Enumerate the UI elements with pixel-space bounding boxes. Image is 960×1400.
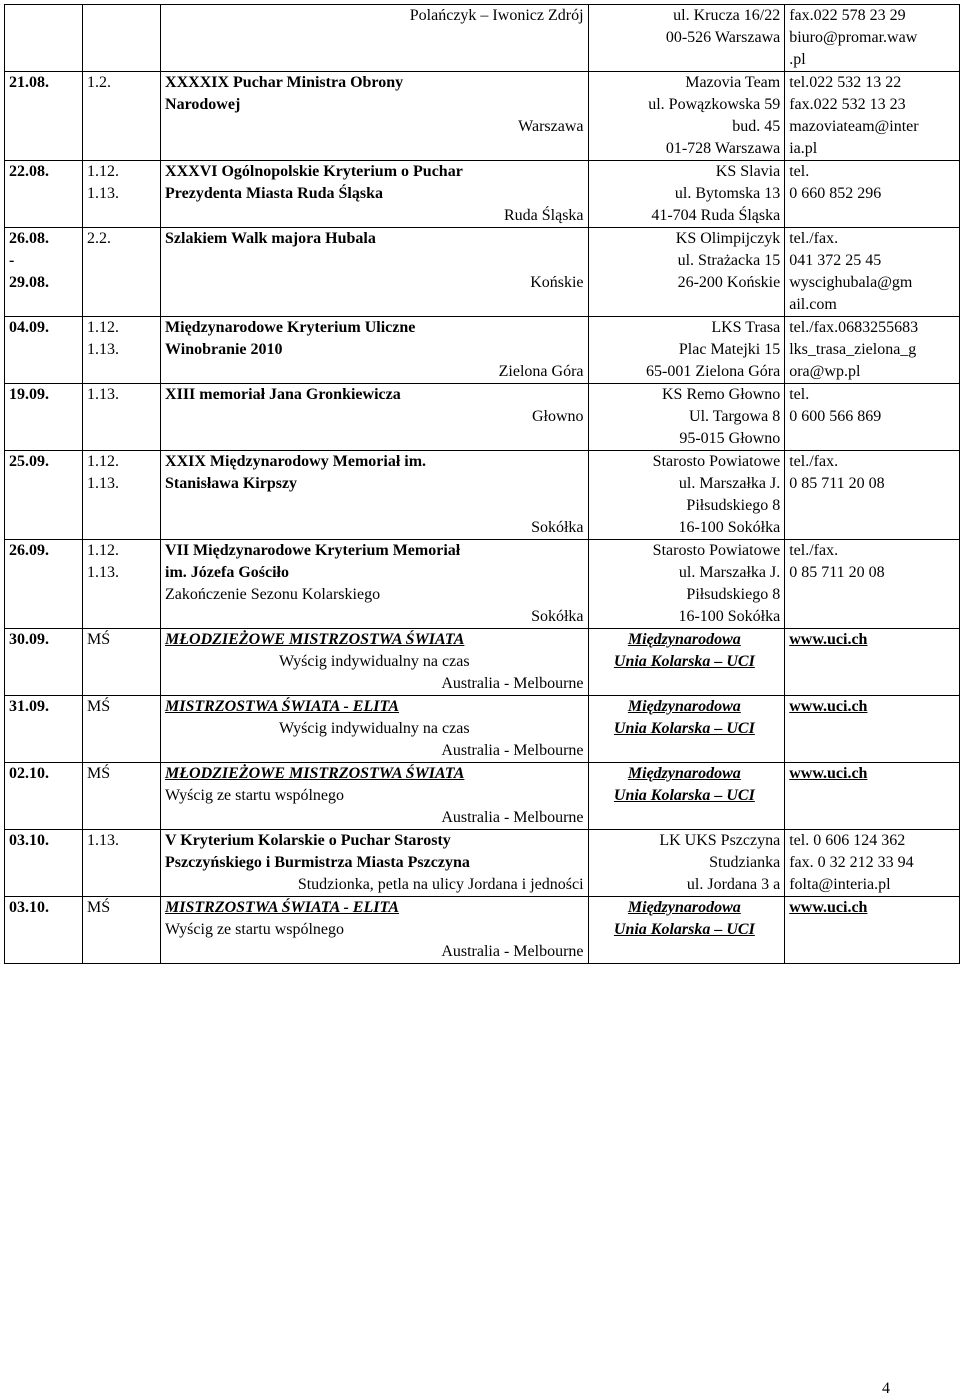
organizer-line: bud. 45 xyxy=(732,118,781,135)
event-name xyxy=(161,897,588,964)
event-title-line xyxy=(165,852,583,874)
contact[interactable] xyxy=(785,763,960,830)
organizer-line: 16-100 Sokółka xyxy=(678,519,781,536)
event-category xyxy=(83,317,161,384)
organizer-line: Piłsudskiego 8 xyxy=(686,586,781,603)
event-title-line xyxy=(165,830,583,852)
event-category-line: 1.12. xyxy=(87,163,120,180)
event-subtitle: Wyścig indywidualny na czas xyxy=(279,653,470,670)
event-title-line xyxy=(165,562,583,584)
contact-line: ora@wp.pl xyxy=(789,363,861,380)
organizer-line: Międzynarodowa xyxy=(627,631,741,648)
schedule-row xyxy=(5,161,960,228)
event-title: Pszczyńskiego i Burmistrza Miasta Pszczyna xyxy=(165,854,470,871)
event-date-line: 03.10. xyxy=(9,899,49,916)
contact-line: 0 85 711 20 08 xyxy=(789,475,885,492)
contact-line: biuro@promar.waw xyxy=(789,29,918,46)
organizer-line: Piłsudskiego 8 xyxy=(686,497,781,514)
event-date xyxy=(5,830,83,897)
contact xyxy=(785,830,960,897)
organizer-line: KS Slavia xyxy=(715,163,781,180)
event-category-line: 2.2. xyxy=(87,230,112,247)
event-category xyxy=(83,897,161,964)
organizer-line: Unia Kolarska – UCI xyxy=(613,653,755,670)
event-date xyxy=(5,696,83,763)
schedule-table xyxy=(4,4,960,964)
event-place: Sokółka xyxy=(531,519,584,536)
schedule-row xyxy=(5,763,960,830)
contact-line: ia.pl xyxy=(789,140,818,157)
event-title-line xyxy=(165,897,583,919)
event-name xyxy=(161,5,588,72)
organizer-line: KS Olimpijczyk xyxy=(675,230,781,247)
event-place: Końskie xyxy=(530,274,584,291)
event-date-line: 26.08. xyxy=(9,230,49,247)
organizer-line: 41-704 Ruda Śląska xyxy=(651,207,781,224)
event-subtitle: Zakończenie Sezonu Kolarskiego xyxy=(165,586,381,603)
event-name xyxy=(161,696,588,763)
contact-line: fax.022 532 13 23 xyxy=(789,96,906,113)
event-category xyxy=(83,540,161,629)
event-place: Australia - Melbourne xyxy=(441,675,584,692)
contact-line: folta@interia.pl xyxy=(789,876,891,893)
contact-line: ail.com xyxy=(789,296,837,313)
event-title-line xyxy=(165,317,583,339)
event-title: MŁODZIEŻOWE MISTRZOSTWA ŚWIATA xyxy=(165,765,465,782)
schedule-row xyxy=(5,897,960,964)
event-category-line: 1.13. xyxy=(87,564,120,581)
contact[interactable] xyxy=(785,629,960,696)
event-category xyxy=(83,72,161,161)
event-date xyxy=(5,763,83,830)
event-category xyxy=(83,384,161,451)
spacer xyxy=(165,250,583,272)
contact xyxy=(785,72,960,161)
event-place: Głowno xyxy=(531,408,584,425)
contact xyxy=(785,451,960,540)
organizer-line: ul. Powązkowska 59 xyxy=(648,96,781,113)
event-title-line xyxy=(165,451,583,473)
event-category-line: 1.13. xyxy=(87,185,120,202)
organizer-line: Międzynarodowa xyxy=(627,899,741,916)
organizer xyxy=(588,696,785,763)
event-title: Prezydenta Miasta Ruda Śląska xyxy=(165,185,383,202)
event-date-line: 21.08. xyxy=(9,74,49,91)
contact-line: tel./fax. xyxy=(789,542,839,559)
organizer-line: 95-015 Głowno xyxy=(679,430,781,447)
contact xyxy=(785,540,960,629)
organizer xyxy=(588,72,785,161)
event-name xyxy=(161,451,588,540)
event-category-line: 1.12. xyxy=(87,453,120,470)
contact-line: tel.022 532 13 22 xyxy=(789,74,902,91)
organizer-line: Starosto Powiatowe xyxy=(652,453,781,470)
event-date-line: 02.10. xyxy=(9,765,49,782)
contact[interactable] xyxy=(785,897,960,964)
contact-line: tel./fax. xyxy=(789,230,839,247)
event-title-line xyxy=(165,696,583,718)
event-title: Narodowej xyxy=(165,96,241,113)
contact-line: tel./fax.0683255683 xyxy=(789,319,919,336)
event-title-line xyxy=(165,161,583,183)
event-category-line: 1.12. xyxy=(87,319,120,336)
organizer-line: KS Remo Głowno xyxy=(661,386,781,403)
event-category-line: 1.13. xyxy=(87,832,120,849)
event-date xyxy=(5,540,83,629)
event-date xyxy=(5,384,83,451)
contact-line: tel./fax. xyxy=(789,453,839,470)
contact-line: tel. xyxy=(789,386,810,403)
contact xyxy=(785,161,960,228)
event-date-line: 29.08. xyxy=(9,274,49,291)
event-place: Warszawa xyxy=(518,118,584,135)
contact[interactable] xyxy=(785,696,960,763)
event-title: Stanisława Kirpszy xyxy=(165,475,298,492)
event-name xyxy=(161,763,588,830)
schedule-row xyxy=(5,5,960,72)
contact xyxy=(785,228,960,317)
schedule-row xyxy=(5,540,960,629)
event-title: VII Międzynarodowe Kryterium Memoriał xyxy=(165,542,461,559)
contact-line: www.uci.ch xyxy=(789,631,868,648)
contact-line: 0 600 566 869 xyxy=(789,408,882,425)
event-place: Sokółka xyxy=(531,608,584,625)
organizer xyxy=(588,540,785,629)
event-date-line: 04.09. xyxy=(9,319,49,336)
event-name xyxy=(161,228,588,317)
organizer xyxy=(588,228,785,317)
event-category xyxy=(83,763,161,830)
event-name xyxy=(161,161,588,228)
event-category xyxy=(83,161,161,228)
contact-line: mazoviateam@inter xyxy=(789,118,919,135)
event-title: Szlakiem Walk majora Hubala xyxy=(165,230,376,247)
event-category-line: 1.12. xyxy=(87,542,120,559)
event-title: V Kryterium Kolarskie o Puchar Starosty xyxy=(165,832,451,849)
organizer-line: ul. Bytomska 13 xyxy=(674,185,781,202)
event-date-line: 19.09. xyxy=(9,386,49,403)
event-date xyxy=(5,72,83,161)
event-name xyxy=(161,317,588,384)
event-subtitle: Wyścig ze startu wspólnego xyxy=(165,787,345,804)
organizer-line: 26-200 Końskie xyxy=(677,274,781,291)
organizer xyxy=(588,161,785,228)
organizer-line: Mazovia Team xyxy=(685,74,781,91)
contact-line: www.uci.ch xyxy=(789,899,868,916)
schedule-row xyxy=(5,384,960,451)
event-title-line xyxy=(165,94,583,116)
event-title: XIII memoriał Jana Gronkiewicza xyxy=(165,386,401,403)
event-category-line: 1.2. xyxy=(87,74,112,91)
contact-line: tel. xyxy=(789,163,810,180)
organizer-line: LKS Trasa xyxy=(711,319,781,336)
organizer-line: Międzynarodowa xyxy=(627,765,741,782)
event-date xyxy=(5,228,83,317)
organizer-line: ul. Marszałka J. xyxy=(678,475,781,492)
organizer xyxy=(588,451,785,540)
organizer-line: LK UKS Pszczyna xyxy=(659,832,781,849)
organizer xyxy=(588,5,785,72)
organizer-line: 16-100 Sokółka xyxy=(678,608,781,625)
contact xyxy=(785,317,960,384)
organizer-line: Unia Kolarska – UCI xyxy=(613,720,755,737)
organizer xyxy=(588,830,785,897)
organizer-line: ul. Krucza 16/22 xyxy=(673,7,781,24)
schedule-row xyxy=(5,317,960,384)
schedule-row xyxy=(5,696,960,763)
event-category-line: MŚ xyxy=(87,765,111,782)
event-name xyxy=(161,629,588,696)
event-date-line: 03.10. xyxy=(9,832,49,849)
event-category-line: MŚ xyxy=(87,698,111,715)
contact xyxy=(785,384,960,451)
event-category-line: MŚ xyxy=(87,631,111,648)
event-subtitle: Wyścig indywidualny na czas xyxy=(279,720,470,737)
organizer xyxy=(588,629,785,696)
schedule-row xyxy=(5,72,960,161)
event-title: Międzynarodowe Kryterium Uliczne xyxy=(165,319,416,336)
event-date-line: 22.08. xyxy=(9,163,49,180)
schedule-row xyxy=(5,451,960,540)
contact-line: www.uci.ch xyxy=(789,698,868,715)
organizer-line: ul. Marszałka J. xyxy=(678,564,781,581)
event-category xyxy=(83,228,161,317)
contact-line: wyscighubala@gm xyxy=(789,274,913,291)
event-title: MISTRZOSTWA ŚWIATA - ELITA xyxy=(165,698,400,715)
event-date xyxy=(5,629,83,696)
event-name xyxy=(161,384,588,451)
contact xyxy=(785,5,960,72)
event-name xyxy=(161,830,588,897)
event-title: Winobranie 2010 xyxy=(165,341,283,358)
contact-line: www.uci.ch xyxy=(789,765,868,782)
organizer xyxy=(588,317,785,384)
event-title-line xyxy=(165,763,583,785)
event-subtitle: Wyścig ze startu wspólnego xyxy=(165,921,345,938)
event-date-line: 25.09. xyxy=(9,453,49,470)
schedule-row xyxy=(5,629,960,696)
event-date xyxy=(5,317,83,384)
event-place: Polańczyk – Iwonicz Zdrój xyxy=(409,7,584,24)
event-category-line: 1.13. xyxy=(87,475,120,492)
event-date xyxy=(5,5,83,72)
event-title-line xyxy=(165,183,583,205)
organizer xyxy=(588,897,785,964)
contact-line: fax. 0 32 212 33 94 xyxy=(789,854,914,871)
event-place: Australia - Melbourne xyxy=(441,742,584,759)
organizer-line: Unia Kolarska – UCI xyxy=(613,787,755,804)
event-date-line: 26.09. xyxy=(9,542,49,559)
event-title-line xyxy=(165,384,583,406)
organizer-line: Unia Kolarska – UCI xyxy=(613,921,755,938)
event-date xyxy=(5,897,83,964)
organizer-line: ul. Jordana 3 a xyxy=(686,876,781,893)
contact-line: 041 372 25 45 xyxy=(789,252,882,269)
event-title-line xyxy=(165,629,583,651)
event-category xyxy=(83,696,161,763)
event-title: XXXXIX Puchar Ministra Obrony xyxy=(165,74,404,91)
event-place: Studzionka, petla na ulicy Jordana i jedności xyxy=(297,876,584,893)
event-title-line xyxy=(165,228,583,250)
event-title: MISTRZOSTWA ŚWIATA - ELITA xyxy=(165,899,400,916)
page-number: 4 xyxy=(882,1380,890,1397)
organizer-line: Studzianka xyxy=(709,854,781,871)
event-category-line: MŚ xyxy=(87,899,111,916)
organizer-line: 01-728 Warszawa xyxy=(665,140,781,157)
event-category xyxy=(83,629,161,696)
event-date-line: - xyxy=(9,252,15,269)
event-place: Zielona Góra xyxy=(498,363,584,380)
event-category xyxy=(83,5,161,72)
event-place: Australia - Melbourne xyxy=(441,809,584,826)
event-title: im. Józefa Gościło xyxy=(165,564,289,581)
organizer-line: ul. Strażacka 15 xyxy=(677,252,781,269)
spacer xyxy=(165,495,583,517)
event-title: XXIX Międzynarodowy Memoriał im. xyxy=(165,453,427,470)
organizer-line: Ul. Targowa 8 xyxy=(689,408,781,425)
event-category xyxy=(83,451,161,540)
contact-line: tel. 0 606 124 362 xyxy=(789,832,906,849)
event-name xyxy=(161,540,588,629)
schedule-row xyxy=(5,228,960,317)
event-title: XXXVI Ogólnopolskie Kryterium o Puchar xyxy=(165,163,463,180)
organizer xyxy=(588,384,785,451)
event-title-line xyxy=(165,339,583,361)
event-place: Australia - Melbourne xyxy=(441,943,584,960)
event-category xyxy=(83,830,161,897)
organizer xyxy=(588,763,785,830)
event-date-line: 30.09. xyxy=(9,631,49,648)
organizer-line: 00-526 Warszawa xyxy=(665,29,781,46)
schedule-row xyxy=(5,830,960,897)
event-name xyxy=(161,72,588,161)
event-title: MŁODZIEŻOWE MISTRZOSTWA ŚWIATA xyxy=(165,631,465,648)
event-place: Ruda Śląska xyxy=(503,207,584,224)
contact-line: 0 660 852 296 xyxy=(789,185,882,202)
organizer-line: Plac Matejki 15 xyxy=(678,341,781,358)
event-date xyxy=(5,161,83,228)
contact-line: 0 85 711 20 08 xyxy=(789,564,885,581)
organizer-line: 65-001 Zielona Góra xyxy=(646,363,781,380)
event-title-line xyxy=(165,540,583,562)
event-category-line: 1.13. xyxy=(87,386,120,403)
organizer-line: Starosto Powiatowe xyxy=(652,542,781,559)
contact-line: fax.022 578 23 29 xyxy=(789,7,906,24)
organizer-line: Międzynarodowa xyxy=(627,698,741,715)
event-title-line xyxy=(165,473,583,495)
event-category-line: 1.13. xyxy=(87,341,120,358)
contact-line: .pl xyxy=(789,51,806,68)
contact-line: lks_trasa_zielona_g xyxy=(789,341,917,358)
event-title-line xyxy=(165,72,583,94)
event-date xyxy=(5,451,83,540)
event-date-line: 31.09. xyxy=(9,698,49,715)
